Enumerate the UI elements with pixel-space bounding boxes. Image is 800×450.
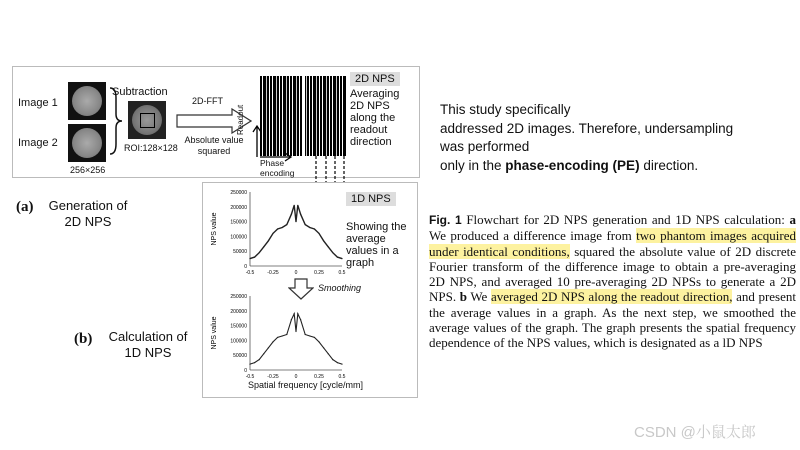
nps2d-center-line: [302, 76, 305, 156]
y-tick-label: 250000: [230, 190, 247, 196]
size-label: 256×256: [70, 165, 106, 175]
data-point: [286, 224, 287, 225]
x-tick-label: -0.25: [267, 270, 279, 276]
caption-label: Fig. 1: [429, 213, 462, 227]
data-point: [294, 313, 295, 314]
x-tick-label: -0.5: [245, 374, 255, 380]
image1-phantom: [68, 82, 106, 120]
x-tick-label: 0.5: [338, 270, 346, 276]
data-point: [332, 252, 333, 253]
panel-b-text: Calculation of 1D NPS: [108, 329, 188, 360]
y-tick-label: 200000: [230, 204, 247, 211]
data-point: [277, 228, 278, 229]
data-point: [249, 363, 250, 364]
side-note-line4: [440, 157, 790, 176]
difference-image: [128, 101, 166, 139]
roi-label: ROI:128×128: [124, 143, 178, 153]
data-point: [277, 337, 278, 338]
data-point: [305, 334, 306, 335]
data-point: [259, 252, 260, 253]
caption-highlight-2: averaged 2D NPS along the readout direction,: [490, 289, 733, 305]
y-tick-label: 0: [244, 264, 247, 270]
nps2d-tag: 2D NPS: [350, 72, 400, 86]
data-point: [314, 228, 315, 229]
nps1d-tag: 1D NPS: [346, 192, 396, 206]
y-axis-label: NPS value: [211, 212, 218, 246]
x-tick-label: -0.25: [267, 374, 279, 380]
y-axis-label: NPS value: [211, 316, 218, 350]
nps-graph-raw: [206, 186, 346, 282]
x-tick-label: -0.5: [245, 270, 255, 276]
nps1d-desc: Showing the average values in a graph: [346, 221, 407, 269]
image2-phantom: [68, 124, 106, 162]
data-point: [332, 359, 333, 360]
series-line: [250, 314, 342, 364]
data-point: [249, 258, 250, 259]
data-point: [268, 240, 269, 241]
y-tick-label: 0: [244, 368, 247, 374]
data-point: [291, 319, 292, 320]
x-tick-label: 0: [294, 270, 298, 276]
panel-b-letter: (b): [74, 331, 93, 347]
image1-label: Image 1: [18, 97, 58, 109]
data-point: [254, 257, 255, 258]
nps2d-desc: Averaging 2D NPS along the readout direction: [350, 88, 400, 148]
series-line: [250, 205, 342, 258]
data-point: [294, 205, 295, 206]
data-point: [254, 362, 255, 363]
caption-p2: We produced a difference image from: [429, 228, 637, 244]
data-point: [337, 362, 338, 363]
readout-label: Readout: [236, 104, 245, 135]
data-point: [282, 335, 283, 336]
caption-highlight-1: two phantom images acquired under identical conditions,: [429, 228, 796, 259]
x-tick-label: 0: [294, 374, 298, 380]
y-tick-label: 200000: [230, 308, 247, 315]
x-tick-label: 0.25: [314, 270, 324, 276]
x-tick-label: 0.25: [314, 374, 324, 380]
y-tick-label: 150000: [230, 323, 247, 330]
data-point: [337, 257, 338, 258]
data-point: [286, 334, 287, 335]
data-point: [297, 313, 298, 314]
caption-p4: We: [466, 289, 491, 305]
freq-axis-label: Spatial frequency [cycle/mm]: [248, 380, 364, 390]
panel-b-label: [74, 328, 92, 348]
caption-p3: squared the absolute value of 2D discrete Fourier transform of the difference image to obtain a pre-averaging 2D NPS, and averaged 10 pre-averaging 2D NPSs to generate a 2D NPS.: [429, 243, 796, 305]
nps-graph-smoothed: [206, 290, 346, 386]
side-note-line3: was performed: [440, 139, 530, 154]
side-note-line4-post: direction.: [639, 157, 699, 173]
data-point: [282, 227, 283, 228]
data-point: [295, 331, 296, 332]
data-point: [341, 258, 342, 259]
caption-a: a: [789, 212, 796, 227]
panel-a-text: Generation of 2D NPS: [48, 198, 128, 229]
image2-label: Image 2: [18, 137, 58, 149]
data-point: [328, 246, 329, 247]
phase-label: Phase encoding: [260, 158, 295, 178]
data-point: [341, 363, 342, 364]
data-point: [328, 353, 329, 354]
data-point: [300, 214, 301, 215]
watermark: CSDN @小鼠太郎: [634, 424, 756, 441]
caption-p1: Flowchart for 2D NPS generation and 1D NPS calculation:: [461, 212, 790, 227]
data-point: [309, 335, 310, 336]
data-point: [323, 347, 324, 348]
side-note-line1: This study specifically: [440, 102, 571, 117]
data-point: [259, 359, 260, 360]
panel-a-label: [16, 196, 34, 216]
caption-p5: and present the average values in a graph. As the next step, we smoothed the average values of the graph. The graph presents the spatial frequency dependence of the NPS values, which is designated as a lD NPS: [429, 289, 797, 351]
data-point: [272, 233, 273, 234]
data-point: [300, 319, 301, 320]
side-note-line2: addressed 2D images. Therefore, undersampling: [440, 120, 734, 136]
y-tick-label: 50000: [233, 249, 247, 256]
side-note-line4-bold: phase-encoding (PE): [505, 157, 640, 173]
data-point: [318, 341, 319, 342]
data-point: [295, 221, 296, 222]
data-point: [323, 240, 324, 241]
subtraction-label: Subtraction: [112, 86, 168, 98]
data-point: [318, 233, 319, 234]
y-tick-label: 100000: [230, 338, 247, 345]
side-note-line4-pre: only in the: [440, 157, 506, 173]
panel-a-letter: (a): [16, 199, 34, 215]
side-note: [440, 101, 790, 175]
data-point: [291, 214, 292, 215]
y-tick-label: 150000: [230, 219, 247, 226]
y-tick-label: 250000: [230, 294, 247, 300]
fft-label: 2D-FFT: [192, 96, 223, 106]
data-point: [309, 227, 310, 228]
data-point: [268, 347, 269, 348]
x-tick-label: 0.5: [338, 374, 346, 380]
smoothing-label: Smoothing: [318, 283, 362, 293]
y-tick-label: 100000: [230, 234, 247, 241]
caption-b: b: [459, 289, 467, 305]
data-point: [272, 341, 273, 342]
roi-square: [140, 113, 155, 128]
abs-label: Absolute value squared: [184, 135, 244, 156]
figure-caption: [429, 212, 796, 351]
y-tick-label: 50000: [233, 353, 247, 360]
data-point: [305, 224, 306, 225]
data-point: [263, 353, 264, 354]
data-point: [297, 205, 298, 206]
data-point: [314, 337, 315, 338]
data-point: [263, 246, 264, 247]
